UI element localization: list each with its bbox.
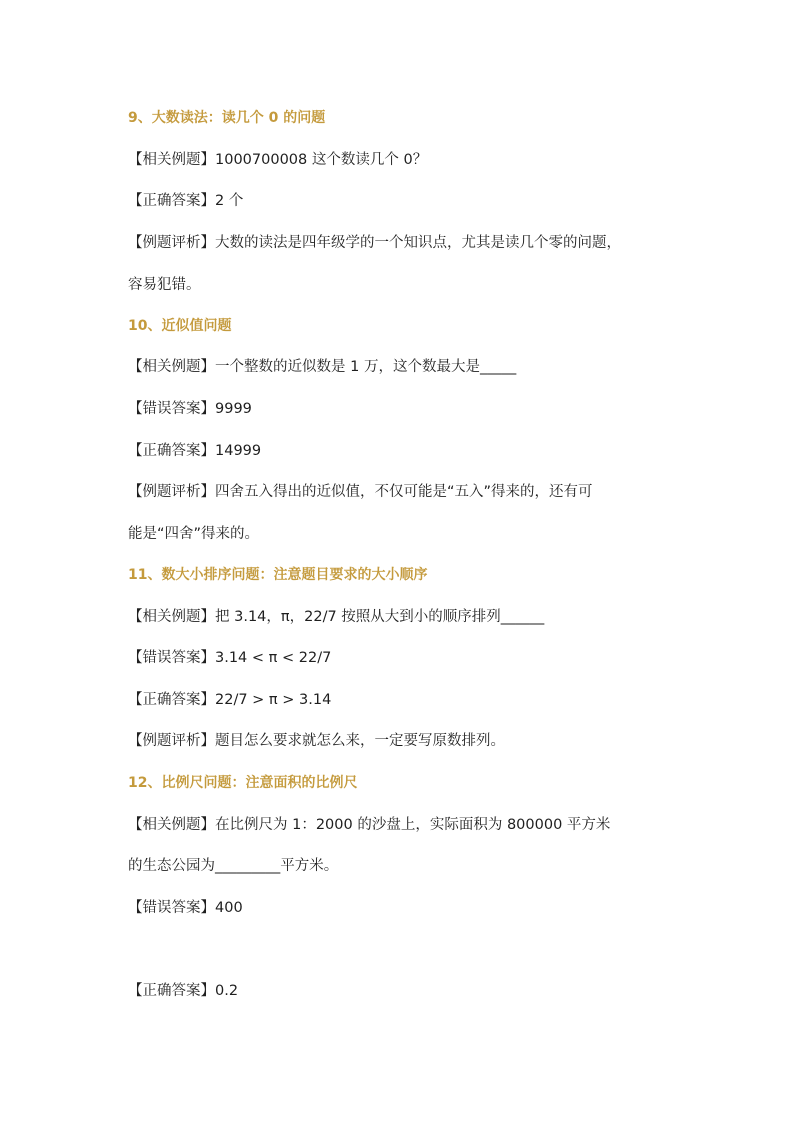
section-12-wrong-answer: 【错误答案】400	[128, 900, 243, 916]
section-11-correct-answer: 【正确答案】22/7 > π > 3.14	[128, 692, 332, 708]
section-9-correct-answer: 【正确答案】2 个	[128, 193, 244, 209]
section-12-heading: 12、比例尺问题：注意面积的比例尺	[128, 775, 358, 791]
section-10-analysis-cont: 能是“四舍”得来的。	[128, 526, 260, 542]
section-10-wrong-answer: 【错误答案】9999	[128, 401, 252, 417]
section-12-example: 【相关例题】在比例尺为 1：2000 的沙盘上，实际面积为 800000 平方米	[128, 817, 611, 833]
section-9-analysis: 【例题评析】大数的读法是四年级学的一个知识点，尤其是读几个零的问题，	[128, 235, 621, 251]
section-9-heading: 9、大数读法：读几个 0 的问题	[128, 110, 326, 126]
section-12-example-cont: 的生态公园为_________平方米。	[128, 858, 339, 874]
section-10-heading: 10、近似值问题	[128, 318, 232, 334]
section-12-correct-answer: 【正确答案】0.2	[128, 983, 239, 999]
section-9-example: 【相关例题】1000700008 这个数读几个 0？	[128, 152, 428, 168]
section-11-example: 【相关例题】把 3.14，π，22/7 按照从大到小的顺序排列______	[128, 609, 545, 625]
section-10-analysis: 【例题评析】四舍五入得出的近似值，不仅可能是“五入”得来的，还有可	[128, 484, 593, 500]
section-10-example: 【相关例题】一个整数的近似数是 1 万，这个数最大是_____	[128, 359, 517, 375]
section-11-wrong-answer: 【错误答案】3.14 < π < 22/7	[128, 650, 332, 666]
section-9-analysis-cont: 容易犯错。	[128, 277, 201, 293]
section-11-heading: 11、数大小排序问题：注意题目要求的大小顺序	[128, 567, 428, 583]
section-11-analysis: 【例题评析】题目怎么要求就怎么来，一定要写原数排列。	[128, 733, 505, 749]
section-10-correct-answer: 【正确答案】14999	[128, 443, 262, 459]
